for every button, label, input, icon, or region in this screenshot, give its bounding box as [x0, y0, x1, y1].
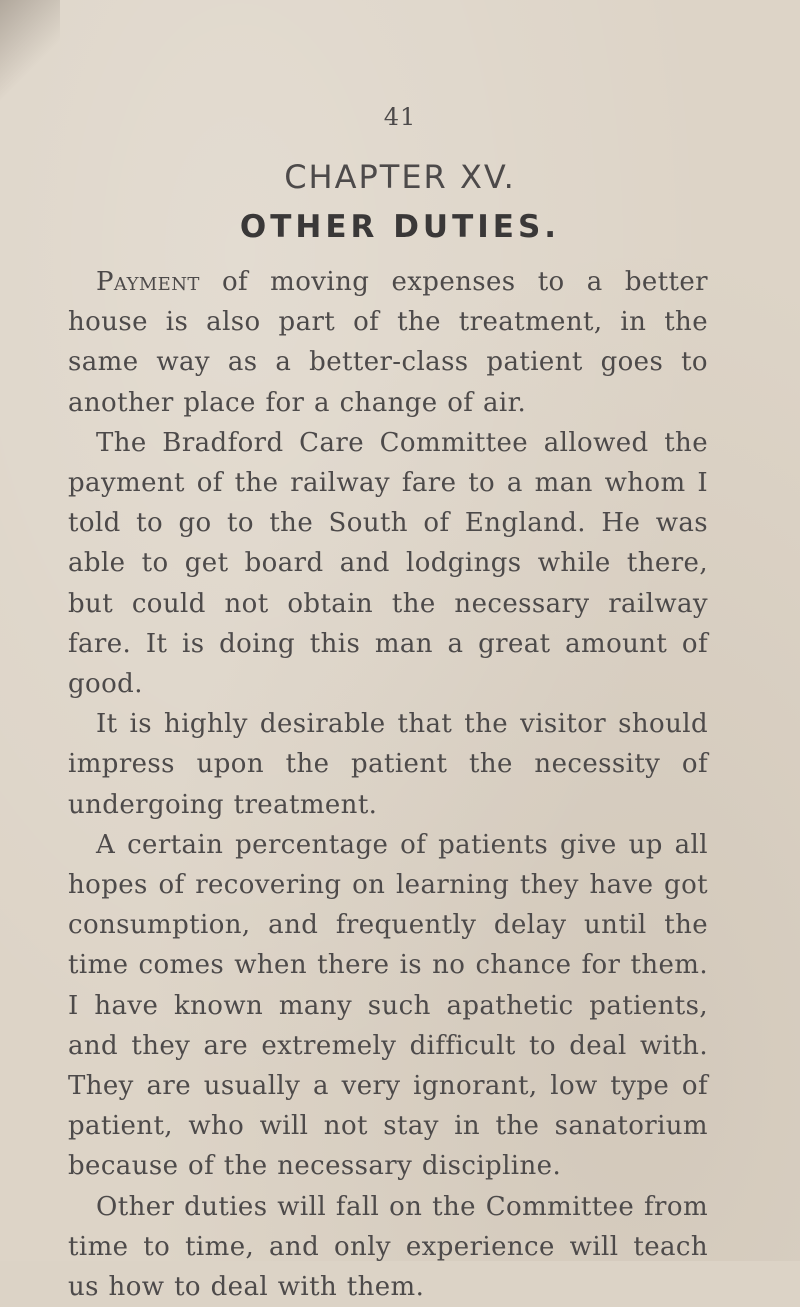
paragraph: The Bradford Care Committee allowed the payment of the railway fare to a man whom I told to go to the South of England. He was able to get board and lodgings while there, but could not obtain the necessary railway fare. It is doing this man a great amount of good.: [68, 427, 708, 700]
page-corner-shadow: [0, 0, 60, 110]
body-text: [68, 262, 708, 1307]
paragraph: A certain percentage of patients give up all hopes of recovering on learning they have got consumption, and frequently delay until the time comes when there is no chance for them. I have known many such apathetic patients, and they are extremely difficult to deal with. They are usually a very ignorant, low type of patient, who will not stay in the sanatorium because of the necessary discipline.: [68, 829, 708, 1182]
chapter-heading: CHAPTER XV.: [284, 158, 516, 196]
paragraph: Other duties will fall on the Committee from time to time, and only experience will teach us how to deal with them.: [68, 1191, 708, 1303]
paragraph: [68, 262, 708, 423]
paragraph-lead-word: Payment: [96, 267, 200, 297]
paragraph: It is highly desirable that the visitor should impress upon the patient the necessity of undergoing treatment.: [68, 709, 708, 820]
chapter-title: OTHER DUTIES.: [239, 209, 561, 245]
page-number: 41: [383, 103, 417, 131]
paragraph-text: of moving expenses to a better house is also part of the treatment, in the same way as a better-class patient goes to another place for a change of air.: [68, 267, 708, 418]
